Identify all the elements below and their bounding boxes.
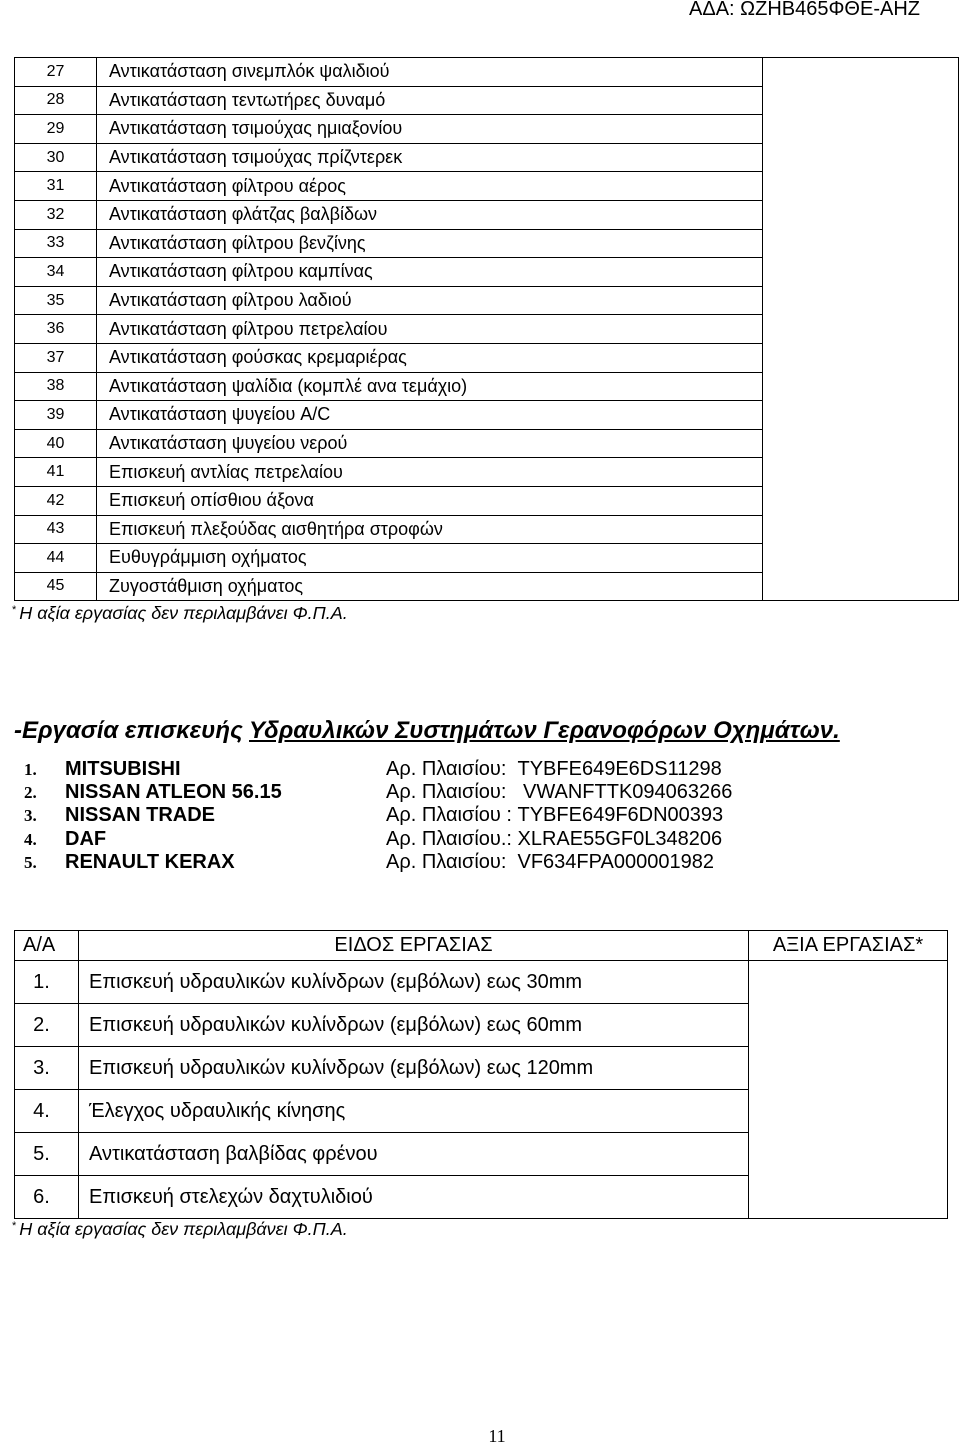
vehicle-chassis: Αρ. Πλαισίου.: XLRAE55GF0L348206 [386, 827, 723, 850]
vehicle-number: 1. [24, 760, 37, 779]
footnote-vat [12, 603, 348, 627]
page-number: 11 [488, 1426, 506, 1446]
row-description: Επισκευή υδραυλικών κυλίνδρων (εμβόλων) εως 30mm [79, 961, 749, 1004]
row-description: Αντικατάσταση φίλτρου αέρος [97, 172, 763, 201]
footnote-mark: * [12, 1220, 17, 1232]
ada-code: ΑΔΑ: ΩΖΗΒ465ΦΘΕ-ΑΗΖ [689, 0, 920, 20]
vehicle-chassis: Αρ. Πλαισίου: VWANFTTK094063266 [386, 781, 733, 804]
row-number: 36 [15, 315, 97, 344]
vehicle-chassis: Αρ. Πλαισίου: VF634FPA000001982 [386, 850, 714, 873]
vehicle-chassis: Αρ. Πλαισίου : TYBFE649F6DN00393 [386, 804, 724, 827]
row-description: Επισκευή υδραυλικών κυλίνδρων (εμβόλων) εως 60mm [79, 1004, 749, 1047]
table-header-row [15, 931, 948, 961]
vehicle-name: MITSUBISHI [65, 758, 181, 780]
vehicle-item [0, 804, 960, 827]
row-number: 30 [15, 143, 97, 172]
vehicle-item [0, 781, 960, 804]
vehicle-item [0, 758, 960, 781]
row-description: Αντικατάσταση σινεμπλόκ ψαλιδιού [97, 58, 763, 87]
row-number: 1. [15, 961, 79, 1004]
hydraulic-repairs-table [14, 930, 948, 1219]
table-row [15, 961, 948, 1004]
row-description: Αντικατάσταση φίλτρου βενζίνης [97, 229, 763, 258]
table1-body [15, 58, 959, 601]
table-row [15, 58, 959, 87]
footnote-text: Η αξία εργασίας δεν περιλαμβάνει Φ.Π.Α. [19, 1219, 348, 1239]
row-number: 5. [15, 1133, 79, 1176]
price-column-cell [763, 58, 959, 601]
footnote-text: Η αξία εργασίας δεν περιλαμβάνει Φ.Π.Α. [19, 603, 348, 623]
row-number: 37 [15, 343, 97, 372]
vehicle-name: RENAULT KERAX [65, 850, 235, 873]
vehicle-list [0, 758, 960, 874]
row-description: Έλεγχος υδραυλικής κίνησης [79, 1090, 749, 1133]
header-work-type: ΕΙΔΟΣ ΕΡΓΑΣΙΑΣ [79, 931, 749, 961]
vehicle-name: DAF [65, 827, 107, 850]
row-description: Αντικατάσταση τσιμούχας ημιαξονίου [97, 115, 763, 144]
price-column-cell [749, 961, 948, 1219]
vehicle-number: 2. [24, 783, 37, 803]
footnote-vat-2 [12, 1219, 348, 1243]
row-description: Ευθυγράμμιση οχήματος [97, 544, 763, 573]
vehicle-name: NISSAN TRADE [65, 804, 216, 827]
row-description: Αντικατάσταση φίλτρου πετρελαίου [97, 315, 763, 344]
row-number: 6. [15, 1176, 79, 1219]
row-description: Επισκευή αντλίας πετρελαίου [97, 458, 763, 487]
services-table [14, 57, 959, 601]
row-number: 33 [15, 229, 97, 258]
section-heading-underlined: Υδραυλικών Συστημάτων Γερανοφόρων Οχημάτων. [249, 717, 840, 744]
row-number: 43 [15, 515, 97, 544]
row-number: 28 [15, 86, 97, 115]
row-number: 32 [15, 200, 97, 229]
row-description: Επισκευή υδραυλικών κυλίνδρων (εμβόλων) εως 120mm [79, 1047, 749, 1090]
row-number: 2. [15, 1004, 79, 1047]
vehicle-number: 5. [24, 852, 37, 872]
row-description: Αντικατάσταση ψαλίδια (κομπλέ ανα τεμάχιο) [97, 372, 763, 401]
row-description: Αντικατάσταση φούσκας κρεμαριέρας [97, 343, 763, 372]
section-heading [14, 717, 840, 745]
row-number: 38 [15, 372, 97, 401]
row-number: 29 [15, 115, 97, 144]
vehicle-item [0, 828, 960, 851]
row-description: Αντικατάσταση τεντωτήρες δυναμό [97, 86, 763, 115]
row-description: Επισκευή στελεχών δαχτυλιδιού [79, 1176, 749, 1219]
row-number: 40 [15, 429, 97, 458]
row-description: Επισκευή πλεξούδας αισθητήρα στροφών [97, 515, 763, 544]
row-number: 45 [15, 572, 97, 601]
row-number: 41 [15, 458, 97, 487]
vehicle-chassis: Αρ. Πλαισίου: TYBFE649E6DS11298 [386, 758, 722, 780]
header-aa: Α/Α [15, 931, 79, 961]
row-description: Αντικατάσταση ψυγείου A/C [97, 401, 763, 430]
row-number: 27 [15, 58, 97, 87]
footnote-mark: * [12, 604, 17, 616]
row-number: 44 [15, 544, 97, 573]
vehicle-number: 4. [24, 829, 37, 849]
row-description: Αντικατάσταση ψυγείου νερού [97, 429, 763, 458]
row-description: Αντικατάσταση φλάτζας βαλβίδων [97, 200, 763, 229]
vehicle-name: NISSAN ATLEON 56.15 [65, 781, 282, 804]
vehicle-number: 3. [24, 806, 37, 826]
row-description: Αντικατάσταση φίλτρου λαδιού [97, 286, 763, 315]
row-number: 31 [15, 172, 97, 201]
row-number: 35 [15, 286, 97, 315]
section-heading-prefix: -Εργασία επισκευής [14, 717, 249, 744]
row-description: Ζυγοστάθμιση οχήματος [97, 572, 763, 601]
vehicle-item [0, 851, 960, 874]
row-description: Επισκευή οπίσθιου άξονα [97, 486, 763, 515]
row-description: Αντικατάσταση τσιμούχας πρίζντερεκ [97, 143, 763, 172]
row-number: 39 [15, 401, 97, 430]
header-work-value: ΑΞΙΑ ΕΡΓΑΣΙΑΣ* [749, 931, 948, 961]
row-number: 34 [15, 258, 97, 287]
row-number: 4. [15, 1090, 79, 1133]
row-number: 42 [15, 486, 97, 515]
table2-body [15, 961, 948, 1219]
row-description: Αντικατάσταση βαλβίδας φρένου [79, 1133, 749, 1176]
row-number: 3. [15, 1047, 79, 1090]
row-description: Αντικατάσταση φίλτρου καμπίνας [97, 258, 763, 287]
